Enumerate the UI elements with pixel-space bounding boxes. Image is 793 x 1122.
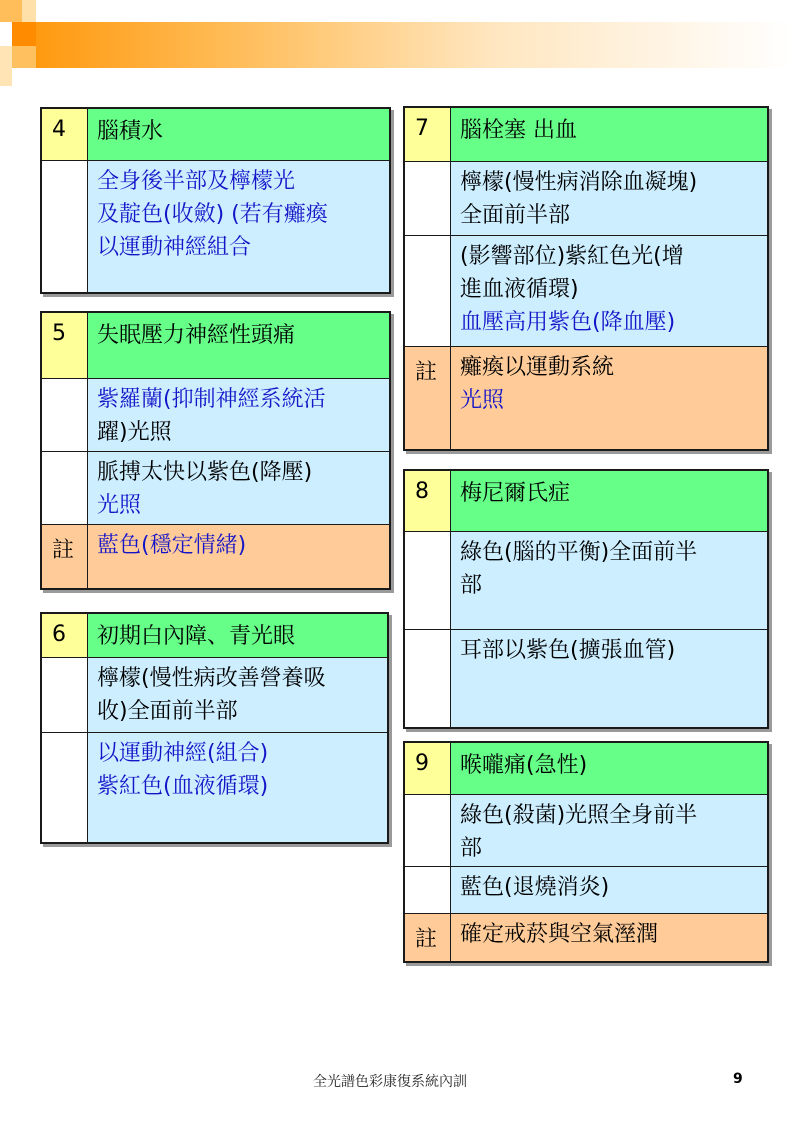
text-line: 檸檬(慢性病消除血凝塊) [460, 170, 698, 195]
footer-title: 全光譜色彩康復系統內訓 [313, 1074, 467, 1090]
table-row [405, 531, 767, 629]
text-line: 全身後半部及檸檬光 [97, 169, 296, 194]
empty-cell [405, 630, 451, 727]
text-line: 光照 [460, 388, 505, 413]
text-line: 脈搏太快以紫色(降壓) [97, 460, 313, 485]
treatment-text [88, 733, 387, 842]
text-line: 紫羅蘭(抑制神經系統活 [97, 387, 326, 412]
condition-number: 8 [405, 471, 451, 531]
table-header-row [405, 108, 767, 161]
note-label: 註 [42, 525, 88, 588]
table-header-row [42, 109, 389, 160]
empty-cell [42, 379, 88, 451]
text-line: 綠色(腦的平衡)全面前半 [460, 540, 698, 565]
treatment-text [88, 452, 389, 524]
table-row [42, 160, 389, 292]
treatment-text [451, 867, 767, 913]
text-line: 血壓高用紫色(降血壓) [460, 310, 676, 335]
text-line: 綠色(殺菌)光照全身前半 [460, 803, 698, 828]
text-line: 全面前半部 [460, 203, 571, 228]
text-line: 以運動神經組合 [97, 235, 252, 260]
note-label: 註 [405, 914, 451, 961]
empty-cell [42, 733, 88, 842]
text-line: 躍)光照 [97, 420, 172, 445]
text-line: 部 [460, 836, 483, 861]
note-row [405, 913, 767, 961]
text-line: 進血液循環) [460, 277, 579, 302]
treatment-text [88, 161, 389, 292]
condition-title: 初期白內障、青光眼 [97, 624, 296, 649]
text-line: 耳部以紫色(擴張血管) [460, 638, 676, 663]
condition-number: 6 [42, 614, 88, 657]
table-header-row [405, 743, 767, 794]
treatment-text [451, 532, 767, 629]
condition-number: 4 [42, 109, 88, 160]
text-line: 藍色(退燒消炎) [460, 875, 610, 900]
text-line: 藍色(穩定情緒) [97, 533, 247, 558]
table-row [42, 732, 387, 842]
condition-number: 5 [42, 313, 88, 378]
text-line: 檸檬(慢性病改善營養吸 [97, 666, 326, 691]
table-row [405, 161, 767, 235]
table-header-row [405, 471, 767, 531]
header-decor-square [0, 0, 22, 22]
condition-title: 腦栓塞 出血 [460, 118, 577, 143]
treatment-text [451, 162, 767, 235]
text-line: 以運動神經(組合) [97, 741, 269, 766]
condition-title: 喉嚨痛(急性) [460, 753, 588, 778]
treatment-text [451, 795, 767, 866]
treatment-text [451, 630, 767, 727]
table-row [405, 794, 767, 866]
table-row [42, 378, 389, 451]
condition-table-5 [40, 311, 391, 590]
empty-cell [405, 162, 451, 235]
note-text [88, 525, 389, 588]
empty-cell [405, 795, 451, 866]
empty-cell [405, 867, 451, 913]
text-line: 及靛色(收斂) (若有癱瘓 [97, 202, 328, 227]
text-line: 光照 [97, 493, 142, 518]
empty-cell [42, 452, 88, 524]
text-line: 癱瘓以運動系統 [460, 355, 615, 380]
text-line: 確定戒菸與空氣溼潤 [460, 922, 659, 947]
header-decor-square [22, 0, 36, 22]
text-line: 紫紅色(血液循環) [97, 774, 269, 799]
empty-cell [42, 658, 88, 732]
text-line: 收)全面前半部 [97, 699, 238, 724]
condition-table-8 [403, 469, 769, 729]
header-decor-square [0, 46, 12, 86]
note-row [405, 346, 767, 449]
note-label: 註 [405, 347, 451, 449]
note-text [451, 914, 767, 961]
condition-title: 腦積水 [97, 119, 164, 144]
condition-table-9 [403, 741, 769, 963]
table-row [405, 629, 767, 727]
condition-title: 梅尼爾氏症 [460, 481, 571, 506]
header-gradient-bar [36, 22, 793, 68]
treatment-text [88, 658, 387, 732]
header-decor-square [12, 22, 36, 46]
page-number: 9 [733, 1071, 743, 1087]
condition-table-7 [403, 106, 769, 451]
treatment-text [451, 236, 767, 346]
table-row [42, 451, 389, 524]
page-footer [0, 1071, 793, 1095]
table-row [405, 235, 767, 346]
text-line: (影響部位)紫紅色光(增 [460, 244, 684, 269]
header-decor-square [12, 46, 36, 68]
table-row [42, 657, 387, 732]
note-text [451, 347, 767, 449]
condition-number: 7 [405, 108, 451, 161]
note-row [42, 524, 389, 588]
empty-cell [405, 236, 451, 346]
table-header-row [42, 614, 387, 657]
treatment-text [88, 379, 389, 451]
text-line: 部 [460, 573, 483, 598]
empty-cell [405, 532, 451, 629]
condition-table-6 [40, 612, 389, 844]
condition-number: 9 [405, 743, 451, 794]
table-row [405, 866, 767, 913]
condition-title: 失眠壓力神經性頭痛 [97, 323, 296, 348]
empty-cell [42, 161, 88, 292]
condition-table-4 [40, 107, 391, 294]
table-header-row [42, 313, 389, 378]
